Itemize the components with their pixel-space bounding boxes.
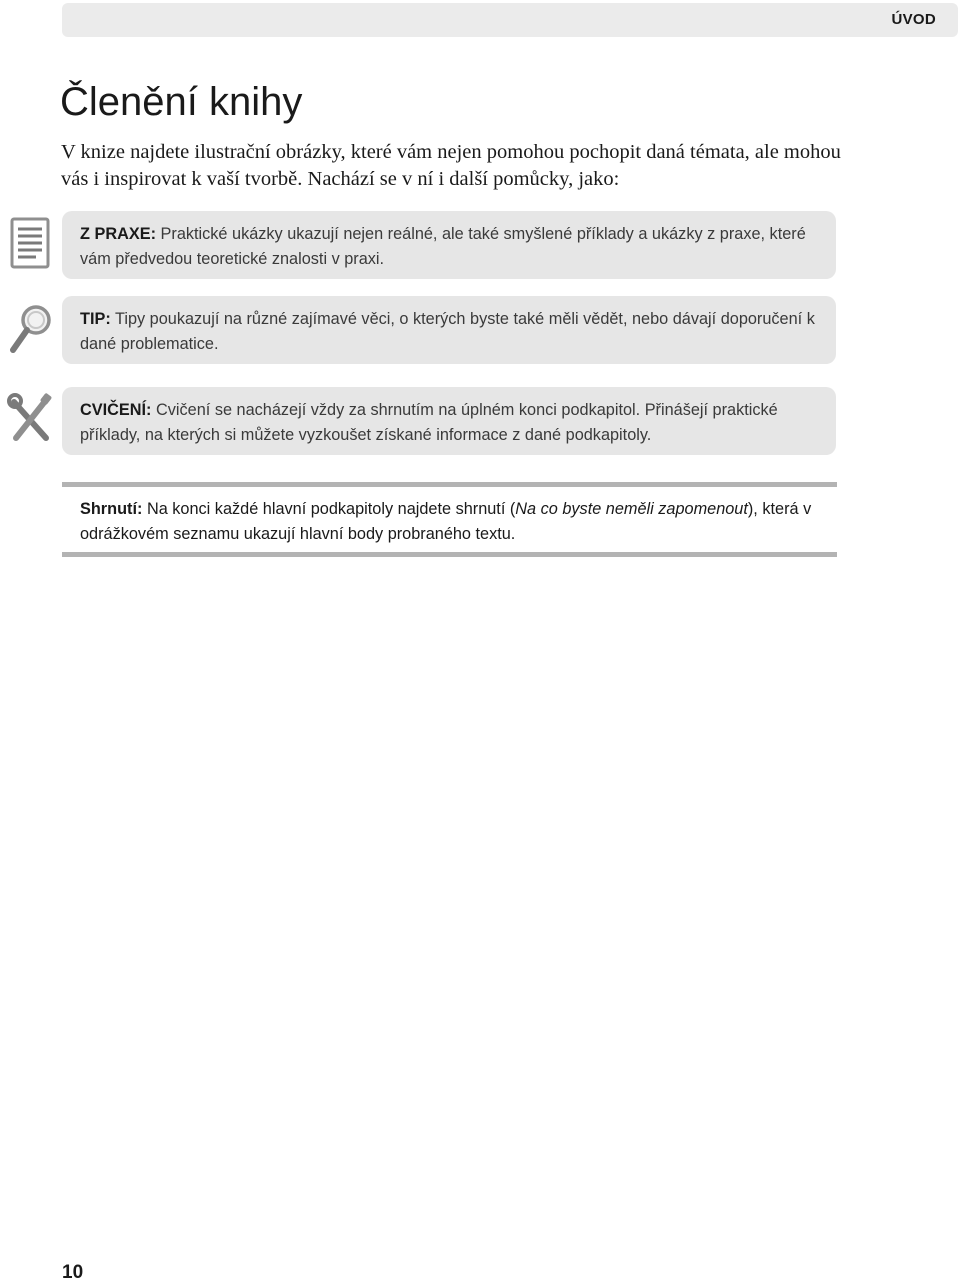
praxe-box <box>62 211 836 279</box>
document-icon <box>6 215 54 271</box>
page-number: 10 <box>62 1262 84 1283</box>
cviceni-text: Cvičení se nacházejí vždy za shrnutím na úplném konci podkapitol. Přinášejí praktické příklady, na kterých si můžete vyzkoušet získané informace z dané podkapitoly. <box>80 401 778 444</box>
tools-icon <box>6 390 54 446</box>
summary-text-after: ), která v odrážkovém seznamu ukazují hlavní body probraného textu. <box>80 500 812 543</box>
page-title: Členění knihy <box>60 80 303 124</box>
praxe-text: Praktické ukázky ukazují nejen reálné, ale také smyšlené příklady a ukázky z praxe, které vám předvedou teoretické znalosti v praxi. <box>80 225 806 268</box>
tip-box <box>62 296 836 364</box>
summary-text-before: Na konci každé hlavní podkapitoly najdete shrnutí ( <box>146 500 516 518</box>
section-header-bar <box>62 3 958 37</box>
magnifier-icon <box>6 300 54 356</box>
cviceni-label: CVIČENÍ: <box>80 401 152 419</box>
praxe-label: Z PRAXE: <box>80 225 156 243</box>
summary-box <box>62 482 837 557</box>
summary-emphasis: Na co byste neměli zapomenout <box>515 500 748 518</box>
summary-label: Shrnutí: <box>80 500 143 518</box>
cviceni-box <box>62 387 836 455</box>
section-label: ÚVOD <box>891 11 936 28</box>
tip-label: TIP: <box>80 310 111 328</box>
intro-paragraph: V knize najdete ilustrační obrázky, které vám nejen pomohou pochopit daná témata, ale mohou vás i inspirovat k vaší tvorbě. Nachází se v ní i další pomůcky, jako: <box>61 141 841 190</box>
tip-text: Tipy poukazují na různé zajímavé věci, o kterých byste také měli vědět, nebo dávají doporučení k dané problematice. <box>80 310 815 353</box>
